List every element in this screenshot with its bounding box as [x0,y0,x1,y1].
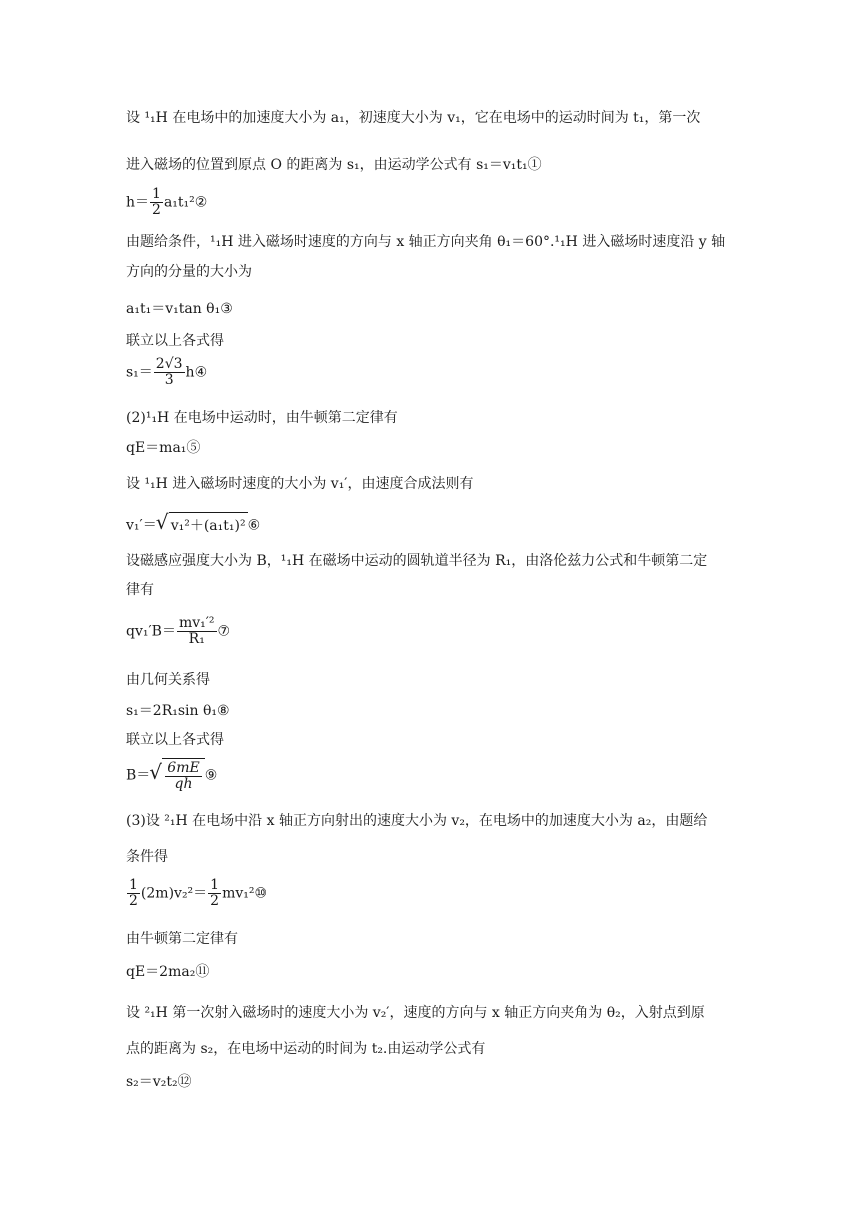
equation-text: h＝ [126,194,150,211]
text-line: 设磁感应强度大小为 B，¹₁H 在磁场中运动的圆轨道半径为 R₁，由洛伦兹力公式和牛顿第二定 [126,553,708,569]
equation-line [126,758,217,793]
equation-text: s₁＝ [126,364,153,381]
fraction [150,187,163,218]
text-line: 点的距离为 s₂，在电场中运动的时间为 t₂.由运动学公式有 [126,1041,486,1057]
equation-text: mv₁²⑩ [222,885,268,902]
equation-text: ⑥ [247,517,261,534]
text-line: 由牛顿第二定律有 [126,931,238,947]
equation-line [126,878,267,909]
fraction-denominator: qh [174,775,193,792]
equation-line [126,616,230,647]
equation-line: qE＝2ma₂⑪ [126,964,210,980]
text-line: 由题给条件，¹₁H 进入磁场时速度的方向与 x 轴正方向夹角 θ₁＝60°.¹₁H 进入磁场时速度沿 y 轴 [126,234,726,250]
square-root [162,758,204,793]
equation-text: h④ [185,364,208,381]
fraction-numerator: mv₁′² [178,615,215,631]
equation-text: ⑦ [217,623,231,640]
text-line: 设 ²₁H 第一次射入磁场时的速度大小为 v₂′，速度的方向与 x 轴正方向夹角为 θ₂，入射点到原 [126,1005,705,1021]
text-line: 设 ¹₁H 在电场中的加速度大小为 a₁，初速度大小为 v₁，它在电场中的运动时间为 t₁，第一次 [126,110,701,126]
equation-text: B＝ [126,767,151,784]
equation-line: s₂＝v₂t₂⑫ [126,1074,192,1090]
text-line: 联立以上各式得 [126,333,224,349]
equation-line: a₁t₁＝v₁tan θ₁③ [126,301,233,317]
equation-text: a₁t₁²② [163,194,208,211]
fraction [165,761,201,792]
equation-text: v₁′＝ [126,517,157,534]
fraction [127,878,140,909]
fraction-numerator: 1 [129,877,138,893]
equation-line: s₁＝2R₁sin θ₁⑧ [126,703,230,719]
fraction-denominator: 2 [152,202,161,218]
equation-line: qE＝ma₁⑤ [126,440,201,456]
equation-line [126,187,207,218]
fraction-numerator: 1 [152,186,161,202]
fraction [154,357,185,388]
fraction-denominator: R₁ [188,631,205,647]
fraction [208,878,221,909]
equation-text: qv₁′B＝ [126,623,176,640]
fraction [177,616,217,647]
text-line: (2)¹₁H 在电场中运动时，由牛顿第二定律有 [126,410,398,426]
fraction-numerator: 2√3 [155,356,183,372]
equation-text: ⑨ [204,767,218,784]
text-line: (3)设 ²₁H 在电场中沿 x 轴正方向射出的速度大小为 v₂，在电场中的加速度大小为 a₂，由题给 [126,813,708,829]
fraction-denominator: 2 [129,893,138,909]
fraction-denominator: 2 [210,893,220,909]
fraction-numerator: √ 6mE [167,759,200,776]
text-line: 条件得 [126,849,168,865]
fraction-denominator: 3 [164,372,174,388]
text-line: 进入磁场的位置到原点 O 的距离为 s₁，由运动学公式有 s₁＝v₁t₁① [126,157,542,173]
text-line: 联立以上各式得 [126,732,224,748]
equation-line [126,357,207,388]
text-line: 设 ¹₁H 进入磁场时速度的大小为 v₁′，由速度合成法则有 [126,476,474,492]
square-root: √ v₁²＋(a₁t₁)² [169,512,248,539]
text-line: 由几何关系得 [126,672,210,688]
equation-line [126,512,260,539]
text-line: 方向的分量的大小为 [126,264,252,280]
fraction-numerator: 1 [210,877,220,893]
text-line: 律有 [126,582,154,598]
equation-text: (2m)v₂²＝ [140,885,208,902]
